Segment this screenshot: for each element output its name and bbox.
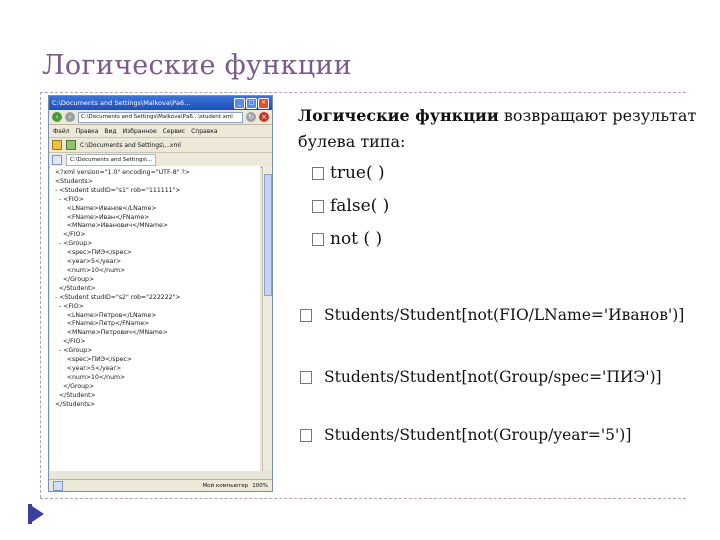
xml-line: </FIO> (55, 231, 86, 239)
back-icon[interactable]: ‹ (52, 112, 62, 122)
bottom-divider (40, 498, 686, 499)
xml-line[interactable]: - <Group> (55, 347, 93, 355)
xml-line: </Student> (55, 391, 96, 399)
expression-text: Students/Student[not(Group/year='5')] (324, 426, 632, 444)
expression-text: Students/Student[not(Group/spec='ПИЭ')] (324, 368, 662, 386)
xml-line[interactable]: - <FIO> (55, 302, 84, 310)
xml-line: </Student> (55, 284, 96, 292)
xml-line: <?xml version="1.0" encoding="UTF-8" ?> (55, 169, 190, 176)
xml-line[interactable]: - <Group> (55, 240, 93, 248)
menu-file[interactable]: Файл (53, 127, 70, 135)
function-list (312, 157, 708, 256)
xml-line: <FName>Иван</FName> (55, 213, 150, 221)
favorites-star-icon[interactable] (52, 140, 62, 150)
menu-tools[interactable]: Сервис (162, 127, 186, 135)
xml-line: <year>5</year> (55, 258, 122, 266)
bullet-icon (312, 167, 324, 180)
intro-bold: Логические функции (298, 106, 499, 125)
expression-item (300, 306, 684, 324)
close-icon[interactable]: × (258, 98, 269, 109)
bullet-icon (300, 371, 312, 384)
menu-view[interactable]: Вид (104, 127, 117, 135)
xml-line: <MName>Иванович</MName> (55, 222, 169, 230)
menu-help[interactable]: Справка (191, 127, 218, 135)
xml-line: <FName>Петр</FName> (55, 320, 150, 328)
refresh-icon[interactable]: ↻ (246, 112, 256, 122)
scrollbar-thumb[interactable] (264, 174, 272, 296)
minimize-icon[interactable]: _ (234, 98, 245, 109)
intro-rest: возвращают результат булева типа: (298, 106, 697, 151)
zoom-level[interactable]: 100% (252, 482, 268, 489)
add-favorite-icon[interactable] (66, 140, 76, 150)
status-bar (49, 479, 272, 491)
left-divider (40, 92, 41, 498)
browser-screenshot (48, 95, 273, 492)
status-zone: Мой компьютер (202, 482, 249, 489)
xml-line: </Students> (55, 400, 96, 408)
xml-viewer (50, 166, 260, 471)
function-false: false( ) (330, 196, 390, 216)
bullet-icon (300, 429, 312, 442)
menu-favorites[interactable]: Избранное (122, 127, 157, 135)
function-true: true( ) (330, 163, 385, 183)
intro-paragraph (298, 103, 708, 155)
top-divider (40, 92, 686, 93)
xml-line: <spec>ПИЭ</spec> (55, 249, 132, 257)
toolbar (49, 138, 272, 153)
xml-line: </Group> (55, 382, 95, 390)
bullet-icon (300, 309, 312, 322)
xml-line: </Group> (55, 275, 95, 283)
list-item (312, 157, 708, 190)
xml-line: </FIO> (55, 338, 86, 346)
list-item (312, 223, 708, 256)
xml-line[interactable]: - <Student studID="s1" rob="111111"> (55, 186, 181, 194)
address-bar (49, 110, 272, 125)
vertical-scrollbar[interactable] (262, 166, 272, 471)
slide-title: Логические функции (42, 50, 352, 81)
xml-line: <year>5</year> (55, 364, 122, 372)
expression-item (300, 368, 662, 386)
page-icon (52, 155, 62, 165)
browser-title: C:\Documents and Settings\Malkova\Ра6... (52, 99, 191, 107)
bullet-icon (312, 200, 324, 213)
toolbar-label[interactable]: C:\Documents and Settings\...xml (80, 141, 181, 149)
expression-text: Students/Student[not(FIO/LName='Иванов')] (324, 306, 685, 324)
stop-icon[interactable]: × (259, 112, 269, 122)
xml-line: <LName>Петров</LName> (55, 311, 157, 319)
done-icon (53, 481, 63, 491)
expression-item (300, 426, 631, 444)
browser-titlebar (49, 96, 272, 110)
xml-line[interactable]: - <Student studID="s2" rob="222222"> (55, 293, 181, 301)
xml-line: <Students> (55, 177, 93, 185)
next-slide-icon[interactable] (32, 506, 44, 522)
bullet-icon (312, 233, 324, 246)
maximize-icon[interactable]: □ (246, 98, 257, 109)
menu-bar (49, 125, 272, 138)
xml-line[interactable]: - <FIO> (55, 195, 84, 203)
xml-line: <MName>Петрович</MName> (55, 329, 168, 337)
menu-edit[interactable]: Правка (75, 127, 99, 135)
xml-line: <LName>Иванов</LName> (55, 204, 157, 212)
xml-line: <spec>ПИЭ</spec> (55, 356, 132, 364)
content-text (298, 103, 708, 256)
address-field[interactable]: C:\Documents and Settings\Malkova\Ра6...\student.xml (78, 112, 243, 123)
xml-line: <num>10</num> (55, 373, 126, 381)
xml-line: <num>10</num> (55, 266, 126, 274)
tab-current[interactable]: C:\Documents and Settings\... (66, 154, 156, 166)
function-not: not ( ) (330, 229, 383, 249)
list-item (312, 190, 708, 223)
forward-icon[interactable]: › (65, 112, 75, 122)
